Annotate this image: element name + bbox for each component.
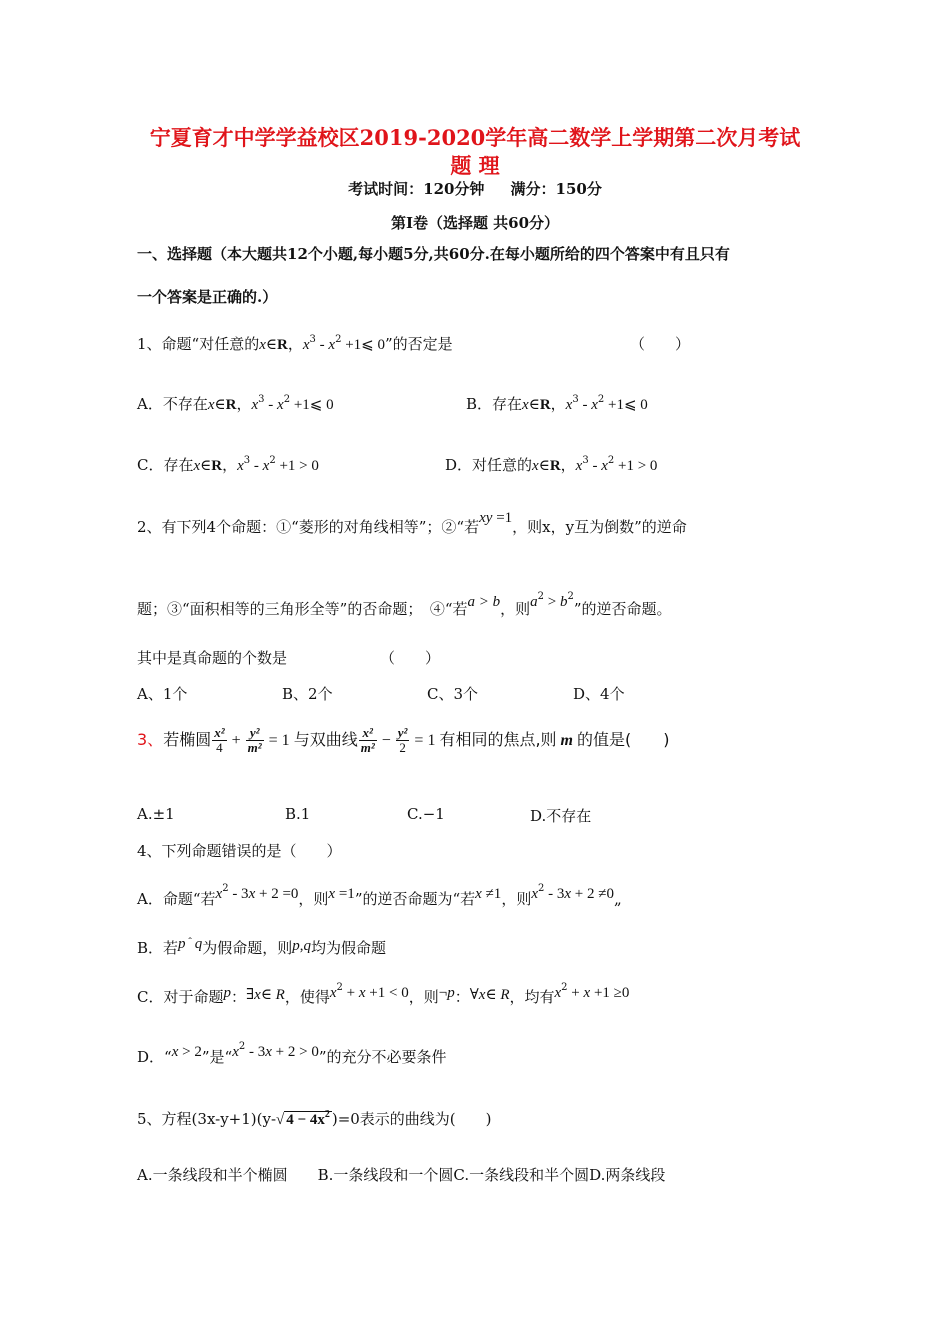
- q2-line1-post: ，则x，y互为倒数”的逆命: [512, 518, 687, 536]
- section-heading-line2: 一个答案是正确的.）: [137, 288, 278, 306]
- q4-a-mid2: ”的逆否命题为“若: [354, 890, 476, 908]
- q1-option-c: C．存在x∈R，$x^3 - x^2 +1 > 0$: [137, 455, 319, 474]
- q4-stem: 4、下列命题错误的是（ ）: [137, 842, 342, 860]
- q5-sqrt: $4 - 4x^2$: [286, 1109, 330, 1128]
- q1-option-d: D．对任意的x∈R，$x^3 - x^2 +1 > 0$: [445, 455, 658, 474]
- q2-option-d: D、4个: [573, 685, 625, 703]
- q2-line1: 2、有下列4个命题：①“菱形的对角线相等”；②“若xy =1，则x，y互为倒数”的逆命: [137, 510, 687, 536]
- q2-option-c: C、3个: [427, 685, 479, 703]
- q4-a-post: „: [614, 890, 622, 908]
- q1-stem-pre: 1、命题“对任意的: [137, 335, 260, 353]
- q4-a-pre: A．命题“若: [137, 890, 216, 908]
- q4-d-mid1: ”是“: [201, 1048, 233, 1066]
- doc-title-line2: 题 理: [450, 153, 500, 178]
- q3-option-b: B.1: [285, 805, 311, 823]
- q2-paren: （ ）: [380, 649, 441, 667]
- q5-stem-post: )=0表示的曲线为( ): [331, 1110, 492, 1128]
- q4-b-post: 均为假命题: [310, 939, 386, 957]
- q3-option-c: C.−1: [407, 805, 445, 823]
- q3-stem: 3、若椭圆 $\frac{\text{x²}}{4}$ + $\frac{\text{y²}}{\text{m²}}$ = 1 与双曲线 $\frac{\text{x²}}{\text{m²}}$ − $\frac{\text{y²}}{2}$ = 1 有相同的焦点,则 m 的值是( ): [137, 725, 670, 755]
- q1-option-a-label: A．不存在: [137, 395, 208, 413]
- q3-option-a: A.±1: [137, 805, 175, 823]
- q4-c-mid2: ，则: [408, 988, 439, 1006]
- doc-title-line1: 宁夏育才中学学益校区2019-2020学年高二数学上学期第二次月考试: [149, 125, 801, 150]
- q1-math-xinr: x: [259, 337, 266, 353]
- q1-option-b-label: B．存在: [466, 395, 523, 413]
- q2-line3: 其中是真命题的个数是: [137, 649, 288, 667]
- q5-sqrt-text: 4 − 4x: [286, 1112, 325, 1128]
- q1-option-a: A．不存在x∈R，$x^3 - x^2$ +1⩽ 0: [137, 394, 334, 413]
- q4-option-d: D．“x > 2”是“$x^2 - 3x + 2 > 0$”的充分不必要条件: [137, 1041, 447, 1066]
- q1-option-b: B．存在x∈R，$x^3 - x^2$ +1⩽ 0: [466, 394, 648, 413]
- q4-option-b: B．若p $^ˆ$ q为假命题，则p,q均为假命题: [137, 936, 386, 957]
- q1-stem-post: ”的否定是: [384, 335, 453, 353]
- q5-stem-pre: 5、方程(3x-y+1)(y-: [137, 1110, 277, 1128]
- q3-option-d: D.不存在: [530, 807, 592, 825]
- part-title: 第Ⅰ卷（选择题 共60分）: [390, 214, 560, 232]
- q1-option-c-label: C．存在: [137, 456, 194, 474]
- q2-option-a: A、1个: [137, 685, 188, 703]
- q2-line2-pre: 题；③“面积相等的三角形全等”的否命题； ④“若: [137, 600, 468, 618]
- q3-number: 3、: [137, 730, 164, 749]
- q1-option-d-label: D．对任意的: [445, 456, 533, 474]
- q4-option-a: A．命题“若$x^2 - 3x + 2 =0$，则x =1”的逆否命题为“若x ≠1，则$x^2 - 3x + 2$ ≠0„: [137, 883, 622, 908]
- q5-options: A.一条线段和半个椭圆 B.一条线段和一个圆C.一条线段和半个圆D.两条线段: [137, 1166, 666, 1184]
- q4-c-pre: C．对于命题: [137, 988, 224, 1006]
- q3-post: 有相同的焦点,则: [439, 730, 557, 749]
- q5-stem: 5、方程(3x-y+1)(y-√ $4 - 4x^2$ )=0表示的曲线为( ): [137, 1109, 492, 1128]
- q2-line2-post: ”的逆否命题。: [573, 600, 672, 618]
- q3-pre: 若椭圆: [163, 730, 212, 749]
- q1-stem: 1、命题“对任意的x∈R，$x^3 - x^2$ +1⩽ 0”的否定是: [137, 334, 453, 353]
- q2-line2-mid: ，则: [500, 600, 531, 618]
- q4-b-mid: 为假命题，则: [202, 939, 293, 957]
- q2-option-b: B、2个: [282, 685, 333, 703]
- q4-d-pre: D．“: [137, 1048, 172, 1066]
- q2-line1-pre: 2、有下列4个命题：①“菱形的对角线相等”；②“若: [137, 518, 480, 536]
- exam-info: 考试时间：120分钟 满分：150分: [348, 180, 602, 198]
- q4-c-mid3: ，均有: [509, 988, 555, 1006]
- q3-mid: 与双曲线: [293, 730, 358, 749]
- q1-paren: （ ）: [630, 335, 691, 353]
- q4-d-post: ”的充分不必要条件: [318, 1048, 447, 1066]
- q2-line2: 题；③“面积相等的三角形全等”的否命题； ④“若a > b，则$a^2 > b^2$”的逆否命题。: [137, 591, 672, 618]
- q4-a-mid1: ，则: [298, 890, 329, 908]
- q3-end: 的值是( ): [577, 730, 670, 749]
- q4-a-mid3: ，则: [501, 890, 532, 908]
- section-heading-line1: 一、选择题（本大题共12个小题,每小题5分,共60分.在每小题所给的四个答案中有且只有: [137, 245, 730, 263]
- q4-option-c: C．对于命题p：∃x∈ R，使得$x^2 + x +1 < 0$，则¬p：∀x∈ R，均有$x^2 + x +1 \ge 0$: [137, 982, 630, 1006]
- q4-c-mid1: ，使得: [284, 988, 330, 1006]
- q4-b-pre: B．若: [137, 939, 179, 957]
